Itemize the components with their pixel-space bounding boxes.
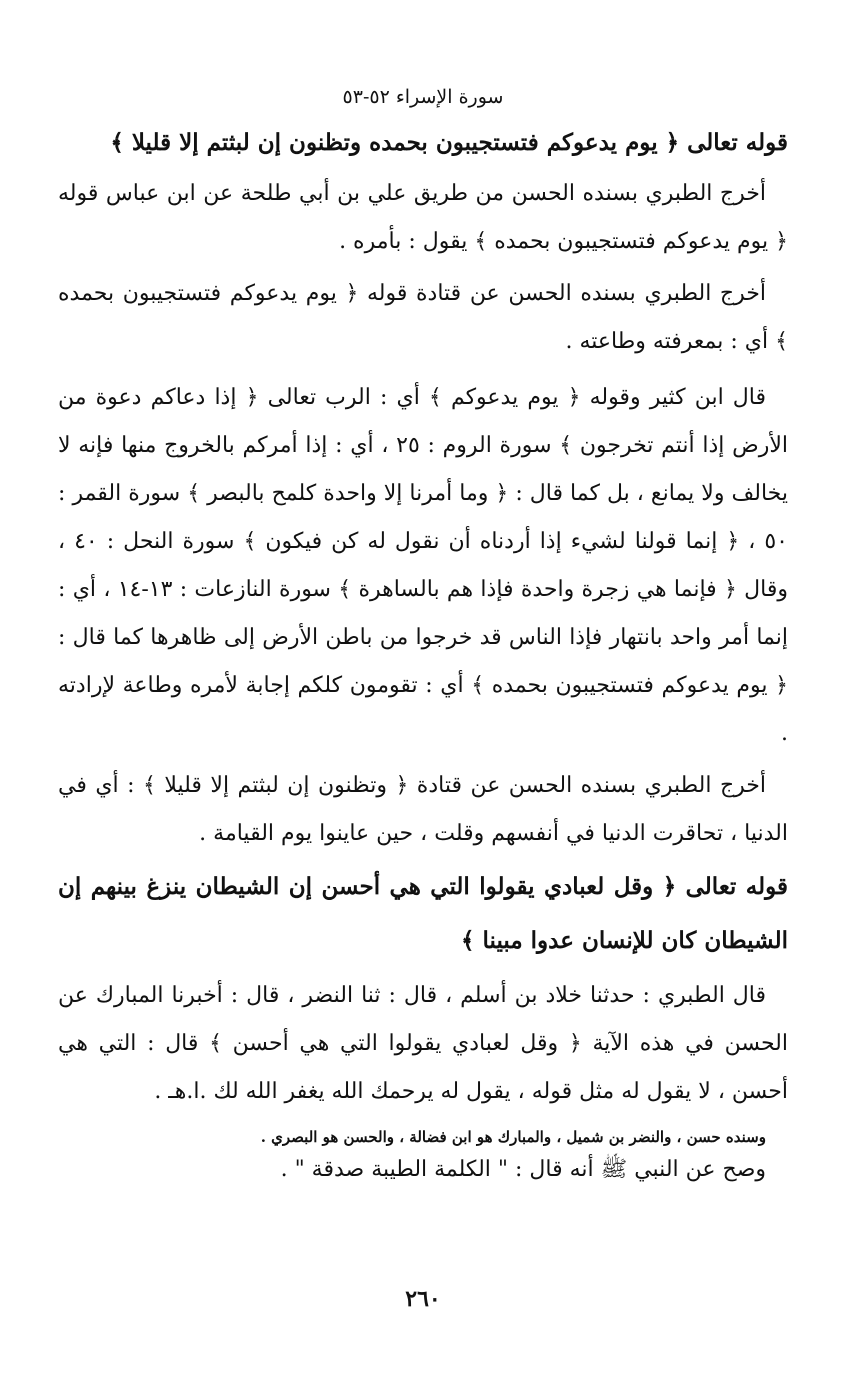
footnote: وسنده حسن ، والنضر بن شميل ، والمبارك هو ابن فضالة ، والحسن هو البصري . [260,1128,766,1146]
page-number: ٢٦٠ [405,1286,441,1312]
paragraph: قال الطبري : حدثنا خلاد بن أسلم ، قال : ثنا النضر ، قال : أخبرنا المبارك عن الحسن في هذه الآية ﴿ وقل لعبادي يقولوا التي هي أحسن ﴾ قال : التي هي أحسن ، لا يقول له مثل قوله ، يقول له يرحمك الله يغفر الله لك .ا.هـ . [58,983,788,1104]
paragraph: وصح عن النبي ﷺ أنه قال : " الكلمة الطيبة صدقة " . [280,1157,766,1182]
paragraph: أخرج الطبري بسنده الحسن عن قتادة ﴿ وتظنون إن لبثتم إلا قليلا ﴾ : أي في الدنيا ، تحاقرت الدنيا في أنفسهم وقلت ، حين عاينوا يوم القيامة . [58,773,788,846]
verse-heading: قوله تعالى ﴿ وقل لعبادي يقولوا التي هي أحسن إن الشيطان ينزغ بينهم إن الشيطان كان للإنسان عدوا مبينا ﴾ [58,873,788,954]
paragraph: أخرج الطبري بسنده الحسن من طريق علي بن أبي طلحة عن ابن عباس قوله ﴿ يوم يدعوكم فتستجيبون بحمده ﴾ يقول : بأمره . [58,181,788,254]
verse-heading: قوله تعالى ﴿ يوم يدعوكم فتستجيبون بحمده وتظنون إن لبثتم إلا قليلا ﴾ [110,129,788,156]
book-page [58,0,788,1380]
paragraph: قال ابن كثير وقوله ﴿ يوم يدعوكم ﴾ أي : الرب تعالى ﴿ إذا دعاكم دعوة من الأرض إذا أنتم تخرجون ﴾ سورة الروم : ٢٥ ، أي : إذا أمركم بالخروج منها فإنه لا يخالف ولا يمانع ، بل كما قال : ﴿ وما أمرنا إلا واحدة كلمح بالبصر ﴾ سورة القمر : ٥٠ ، ﴿ إنما قولنا لشيء إذا أردناه أن نقول له كن فيكون ﴾ سورة النحل : ٤٠ ، وقال ﴿ فإنما هي زجرة واحدة فإذا هم بالساهرة ﴾ سورة النازعات : ١٣-١٤ ، أي : إنما أمر واحد بانتهار فإذا الناس قد خرجوا من باطن الأرض إلى ظاهرها كما قال : ﴿ يوم يدعوكم فتستجيبون بحمده ﴾ أي : تقومون كلكم إجابة لأمره وطاعة لإرادته . [58,385,788,746]
paragraph: أخرج الطبري بسنده الحسن عن قتادة قوله ﴿ يوم يدعوكم فتستجيبون بحمده ﴾ أي : بمعرفته وطاعته . [58,281,788,354]
page-body [58,116,788,1190]
running-header: سورة الإسراء ٥٢-٥٣ [342,86,504,108]
